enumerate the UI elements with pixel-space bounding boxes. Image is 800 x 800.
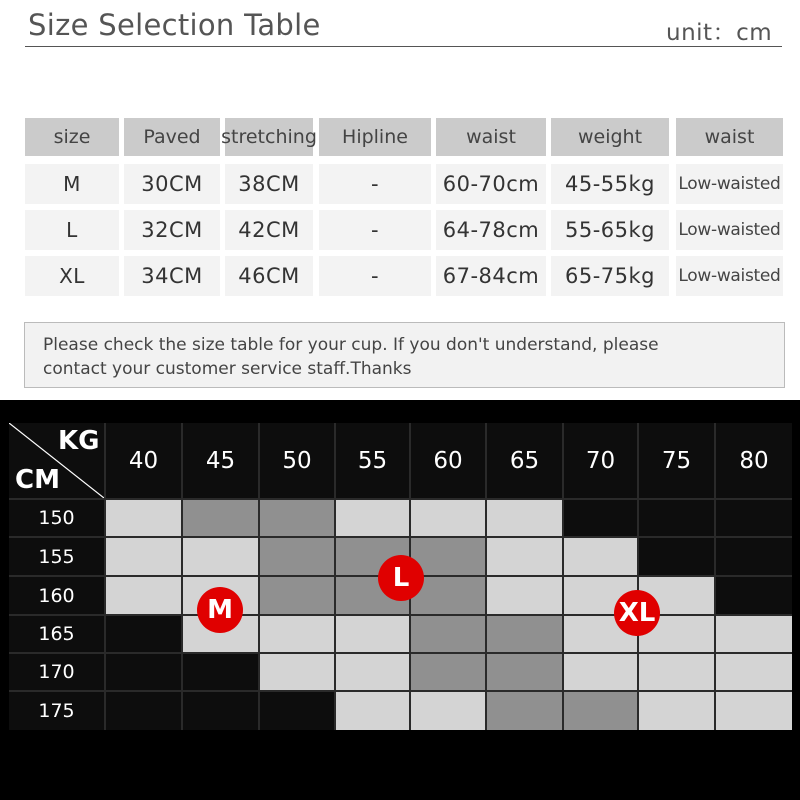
grid-cell-light [411,500,485,536]
table-header-cell: stretching [225,118,313,156]
weight-header: 80 [716,423,792,498]
table-cell: 65-75kg [551,256,669,296]
table-cell: XL [25,256,119,296]
height-header: 150 [9,500,104,536]
table-cell: 45-55kg [551,164,669,204]
table-cell: 55-65kg [551,210,669,250]
table-cell: 32CM [124,210,220,250]
grid-cell-light [411,692,485,730]
grid-cell-light [487,538,562,575]
weight-axis-label: KG [58,426,100,456]
grid-cell-light [716,692,792,730]
weight-header: 60 [411,423,485,498]
table-cell: 30CM [124,164,220,204]
height-header: 155 [9,538,104,575]
weight-header: 65 [487,423,562,498]
grid-cell-black [639,538,714,575]
size-chart [0,400,800,800]
size-table [0,0,800,300]
table-cell: 67-84cm [436,256,546,296]
grid-cell-black [183,654,258,690]
table-cell: 60-70cm [436,164,546,204]
grid-cell-light [336,500,409,536]
grid-cell-dark [411,654,485,690]
table-cell: - [319,164,431,204]
notice-box [24,322,785,388]
grid-cell-black [106,654,181,690]
grid-cell-black [106,692,181,730]
unit-label: unit：cm [666,20,773,46]
table-header-cell: size [25,118,119,156]
grid-cell-light [639,692,714,730]
grid-cell-black [260,692,334,730]
notice-line-2: contact your customer service staff.Thanks [43,359,412,379]
table-cell: M [25,164,119,204]
grid-cell-light [260,616,334,652]
grid-cell-black [639,500,714,536]
grid-cell-light [564,538,637,575]
grid-cell-black [716,538,792,575]
size-grid [9,423,792,730]
grid-cell-light [260,654,334,690]
table-cell: 38CM [225,164,313,204]
grid-cell-light [336,654,409,690]
table-header-cell: waist [676,118,783,156]
grid-cell-dark [487,616,562,652]
table-cell: L [25,210,119,250]
size-badge-m: M [197,587,243,633]
grid-cell-light [106,538,181,575]
table-header-cell: waist [436,118,546,156]
table-cell: Low-waisted [676,164,783,204]
grid-cell-light [106,577,181,614]
height-axis-label: CM [15,465,60,495]
weight-header: 50 [260,423,334,498]
grid-cell-light [487,500,562,536]
grid-cell-light [564,654,637,690]
grid-cell-light [716,616,792,652]
grid-cell-light [106,500,181,536]
grid-cell-dark [183,500,258,536]
weight-header: 45 [183,423,258,498]
height-header: 165 [9,616,104,652]
table-cell: 34CM [124,256,220,296]
weight-header: 75 [639,423,714,498]
height-header: 170 [9,654,104,690]
table-header-cell: Hipline [319,118,431,156]
grid-cell-light [183,538,258,575]
grid-cell-light [487,577,562,614]
height-header: 175 [9,692,104,730]
table-header-cell: Paved [124,118,220,156]
grid-cell-light [336,616,409,652]
grid-cell-black [716,577,792,614]
weight-header: 55 [336,423,409,498]
grid-cell-dark [487,654,562,690]
grid-corner [9,423,104,498]
grid-cell-light [639,654,714,690]
grid-cell-black [183,692,258,730]
grid-cell-black [716,500,792,536]
page-title: Size Selection Table [28,8,321,42]
height-header: 160 [9,577,104,614]
table-cell: Low-waisted [676,256,783,296]
grid-cell-black [564,500,637,536]
table-cell: - [319,210,431,250]
table-cell: Low-waisted [676,210,783,250]
grid-cell-dark [564,692,637,730]
grid-cell-dark [260,538,334,575]
grid-cell-light [716,654,792,690]
table-cell: 46CM [225,256,313,296]
table-cell: - [319,256,431,296]
table-header-cell: weight [551,118,669,156]
table-cell: 42CM [225,210,313,250]
grid-cell-dark [411,616,485,652]
grid-cell-dark [487,692,562,730]
weight-header: 40 [106,423,181,498]
grid-cell-black [106,616,181,652]
table-cell: 64-78cm [436,210,546,250]
grid-cell-light [336,692,409,730]
size-badge-xl: XL [614,590,660,636]
grid-cell-dark [260,500,334,536]
notice-line-1: Please check the size table for your cup. If you don't understand, please [43,335,659,355]
weight-header: 70 [564,423,637,498]
size-badge-l: L [378,555,424,601]
grid-cell-dark [260,577,334,614]
